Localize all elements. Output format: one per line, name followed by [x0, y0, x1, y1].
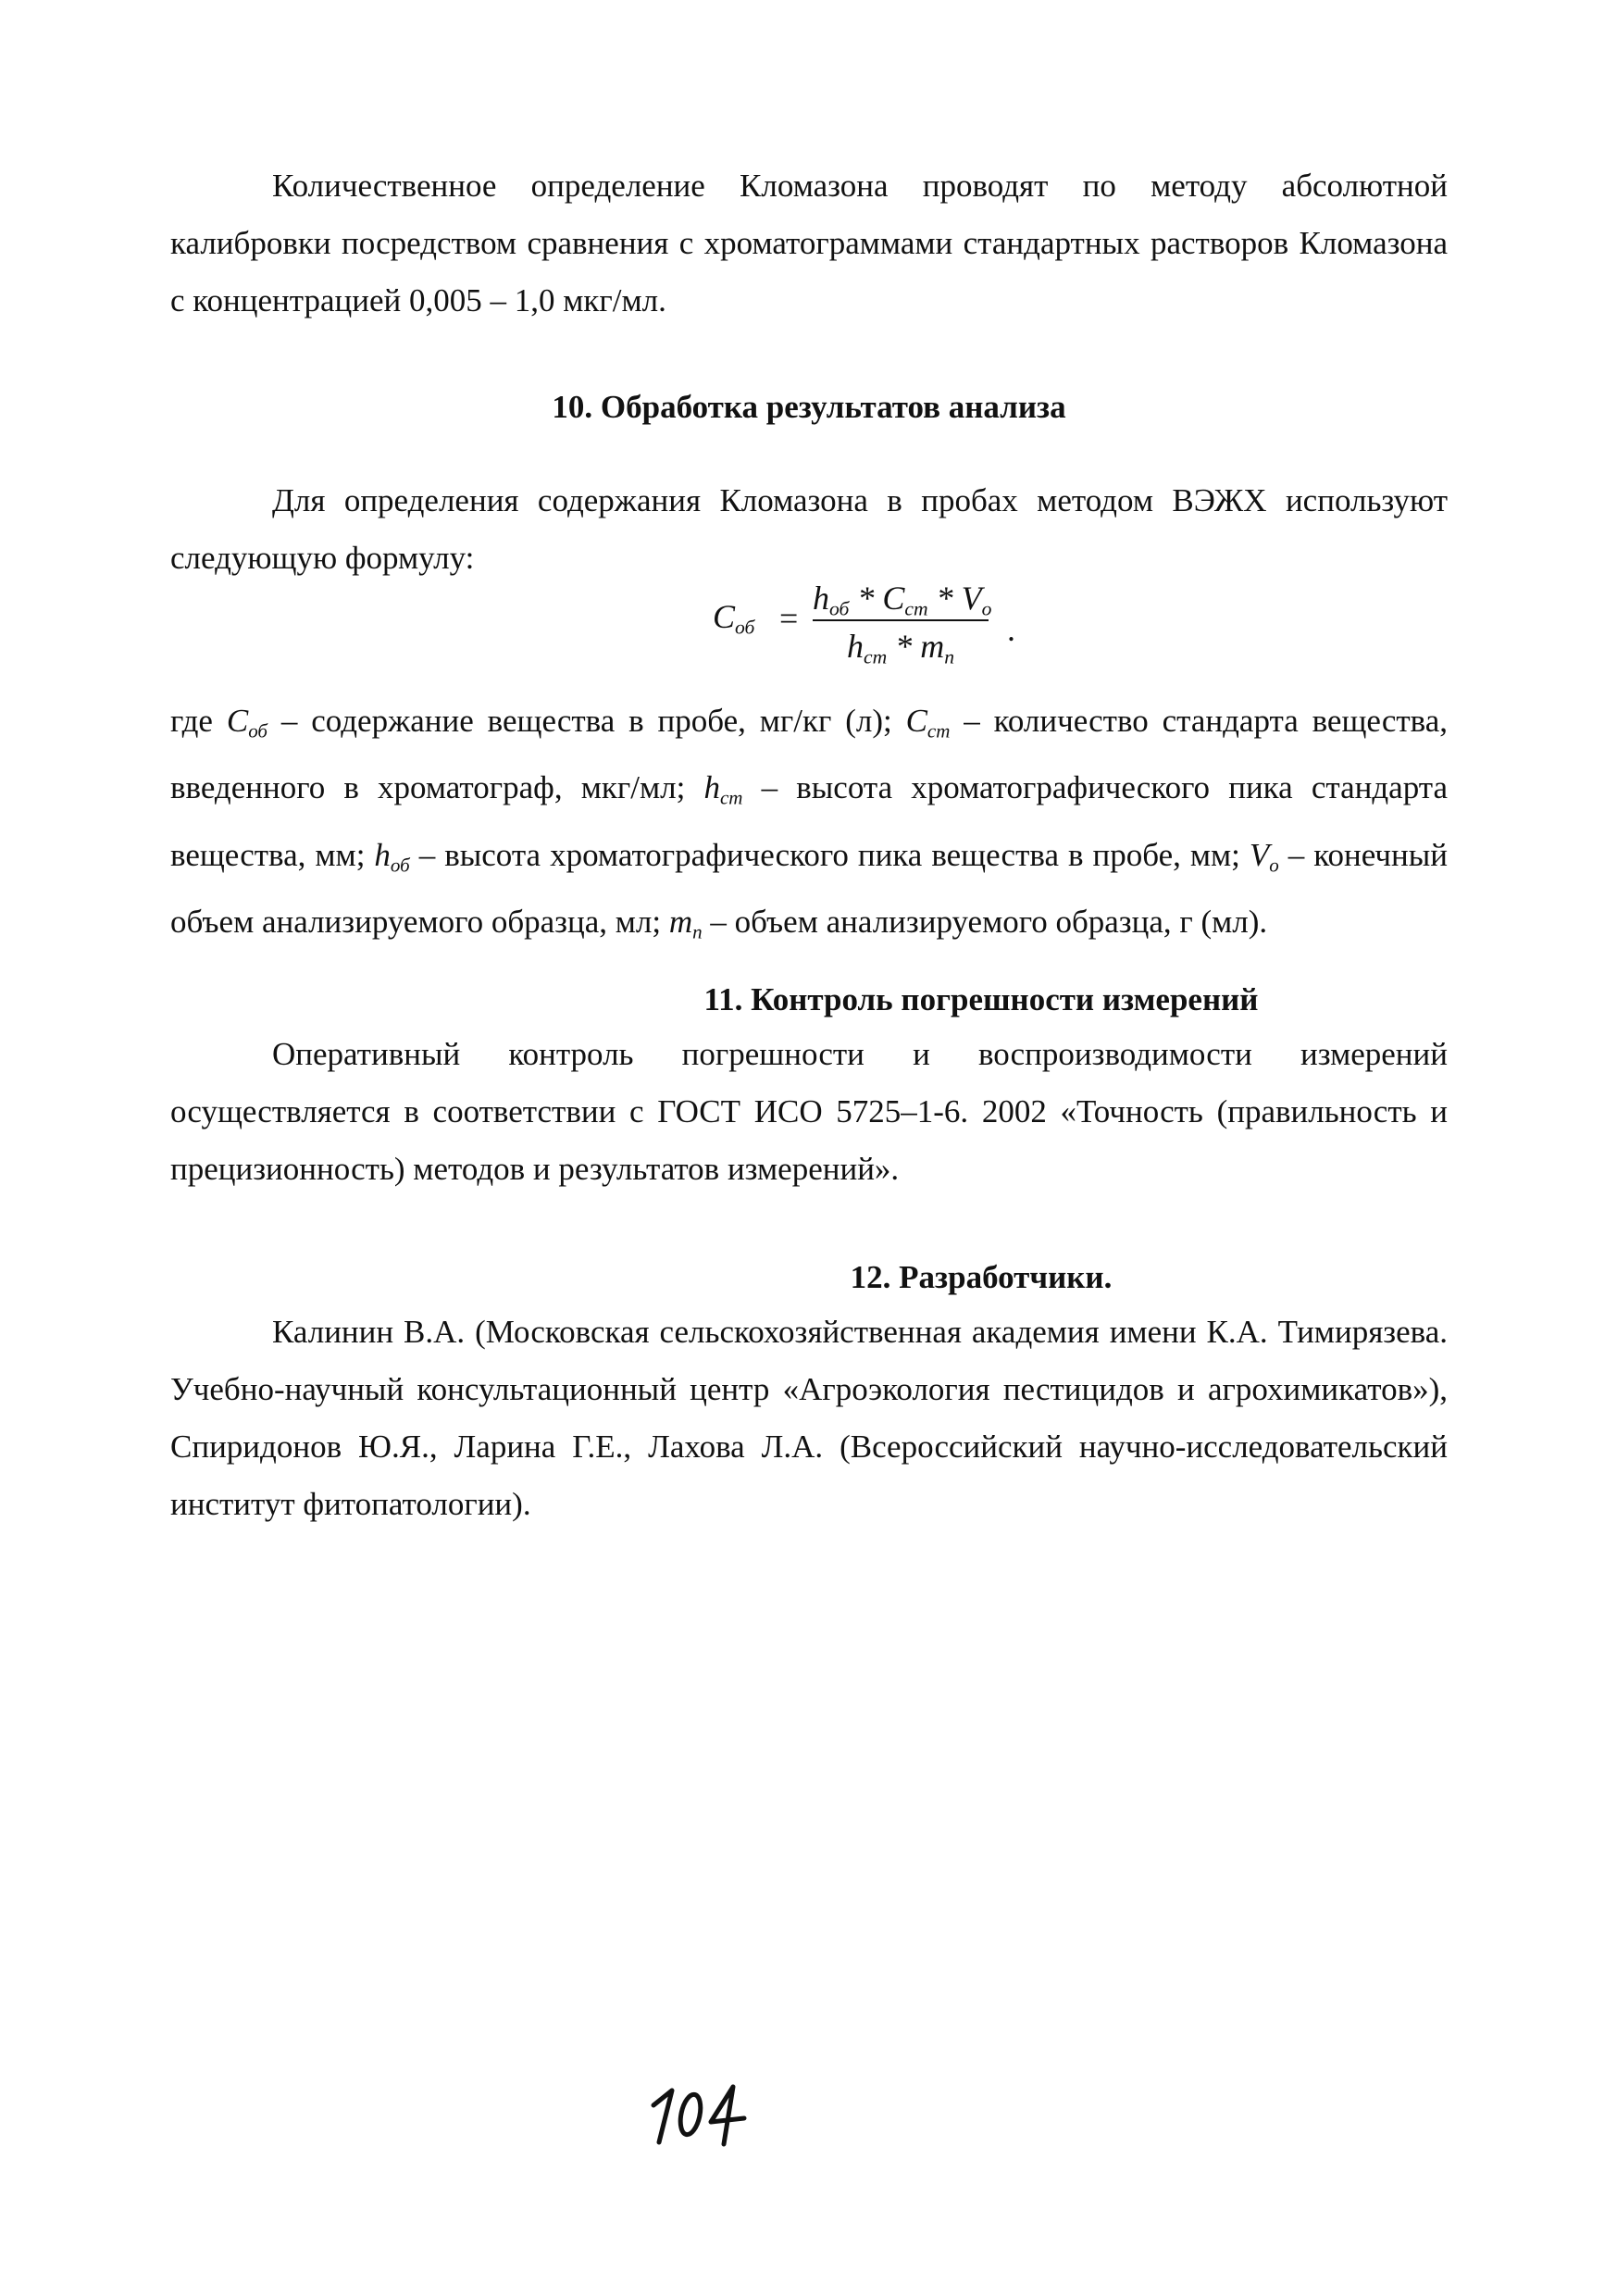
var-c-ob: $C_{об}$	[226, 703, 267, 742]
section-12-heading: 12. Разработчики.	[850, 1259, 1113, 1295]
formula-denominator: $h_{ст} * m_п$	[847, 628, 954, 668]
digit-4	[711, 2087, 744, 2144]
formula-fraction-bar	[813, 619, 989, 621]
formula-numerator: $h_{об} * C_{ст} * V_о$	[813, 580, 992, 620]
handwritten-page-number	[648, 2074, 750, 2148]
digit-0	[678, 2092, 704, 2136]
section-11-paragraph: Оперативный контроль погрешности и воспроизводимости измерений осуществляется в соответствии с ГОСТ ИСО 5725–1-6. 2002 «Точность (правильность и прецизионность) методов и результатов измерений».	[170, 1036, 1448, 1187]
var-m: $m_п$	[668, 903, 703, 943]
formula-period: .	[1007, 611, 1015, 648]
formula-lhs: $C_{об}$	[713, 598, 755, 639]
formula-equals: =	[779, 600, 799, 637]
var-v: $V_о$	[1249, 836, 1279, 876]
section-12-paragraph: Калинин В.А. (Московская сельскохозяйственная академия имени К.А. Тимирязева. Учебно-научный консультационный центр «Агроэкология пестицидов и агрохимикатов»), Спиридонов Ю.Я., Ларина Г.Е., Лахова Л.А. (Всероссийский научно-исследовательский институт фитопатологии).	[170, 1314, 1448, 1522]
section-10-lead: Для определения содержания Кломазона в пробах методом ВЭЖХ используют следующую формулу:	[170, 482, 1448, 576]
var-h-ob: $h_{об}$	[374, 836, 410, 876]
digit-1	[653, 2090, 672, 2142]
formula	[713, 579, 1046, 680]
section-10-definitions: где $C_{об}$ – содержание вещества в пробе, мг/кг (л); $C_{ст}$ – количество стандарта вещества, введенного в хроматограф, мкг/мл; $h_{ст}$ – высота хроматографического пика стандарта вещества, мм; $h_{об}$ – высота хроматографического пика вещества в пробе, мм; $V_о$ – конечный объем анализируемого образца, мл; $m_п$ – объем анализируемого образца, г (мл).	[170, 703, 1449, 943]
var-h-st: $h_{ст}$	[703, 769, 743, 809]
section-10-heading: 10. Обработка результатов анализа	[552, 389, 1066, 425]
intro-paragraph: Количественное определение Кломазона проводят по методу абсолютной калибровки посредством сравнения с хроматограммами стандартных растворов Кломазона с концентрацией 0,005 – 1,0 мкг/мл.	[170, 168, 1448, 318]
section-11-heading: 11. Контроль погрешности измерений	[703, 981, 1259, 1017]
var-c-st: $C_{ст}$	[905, 703, 951, 742]
